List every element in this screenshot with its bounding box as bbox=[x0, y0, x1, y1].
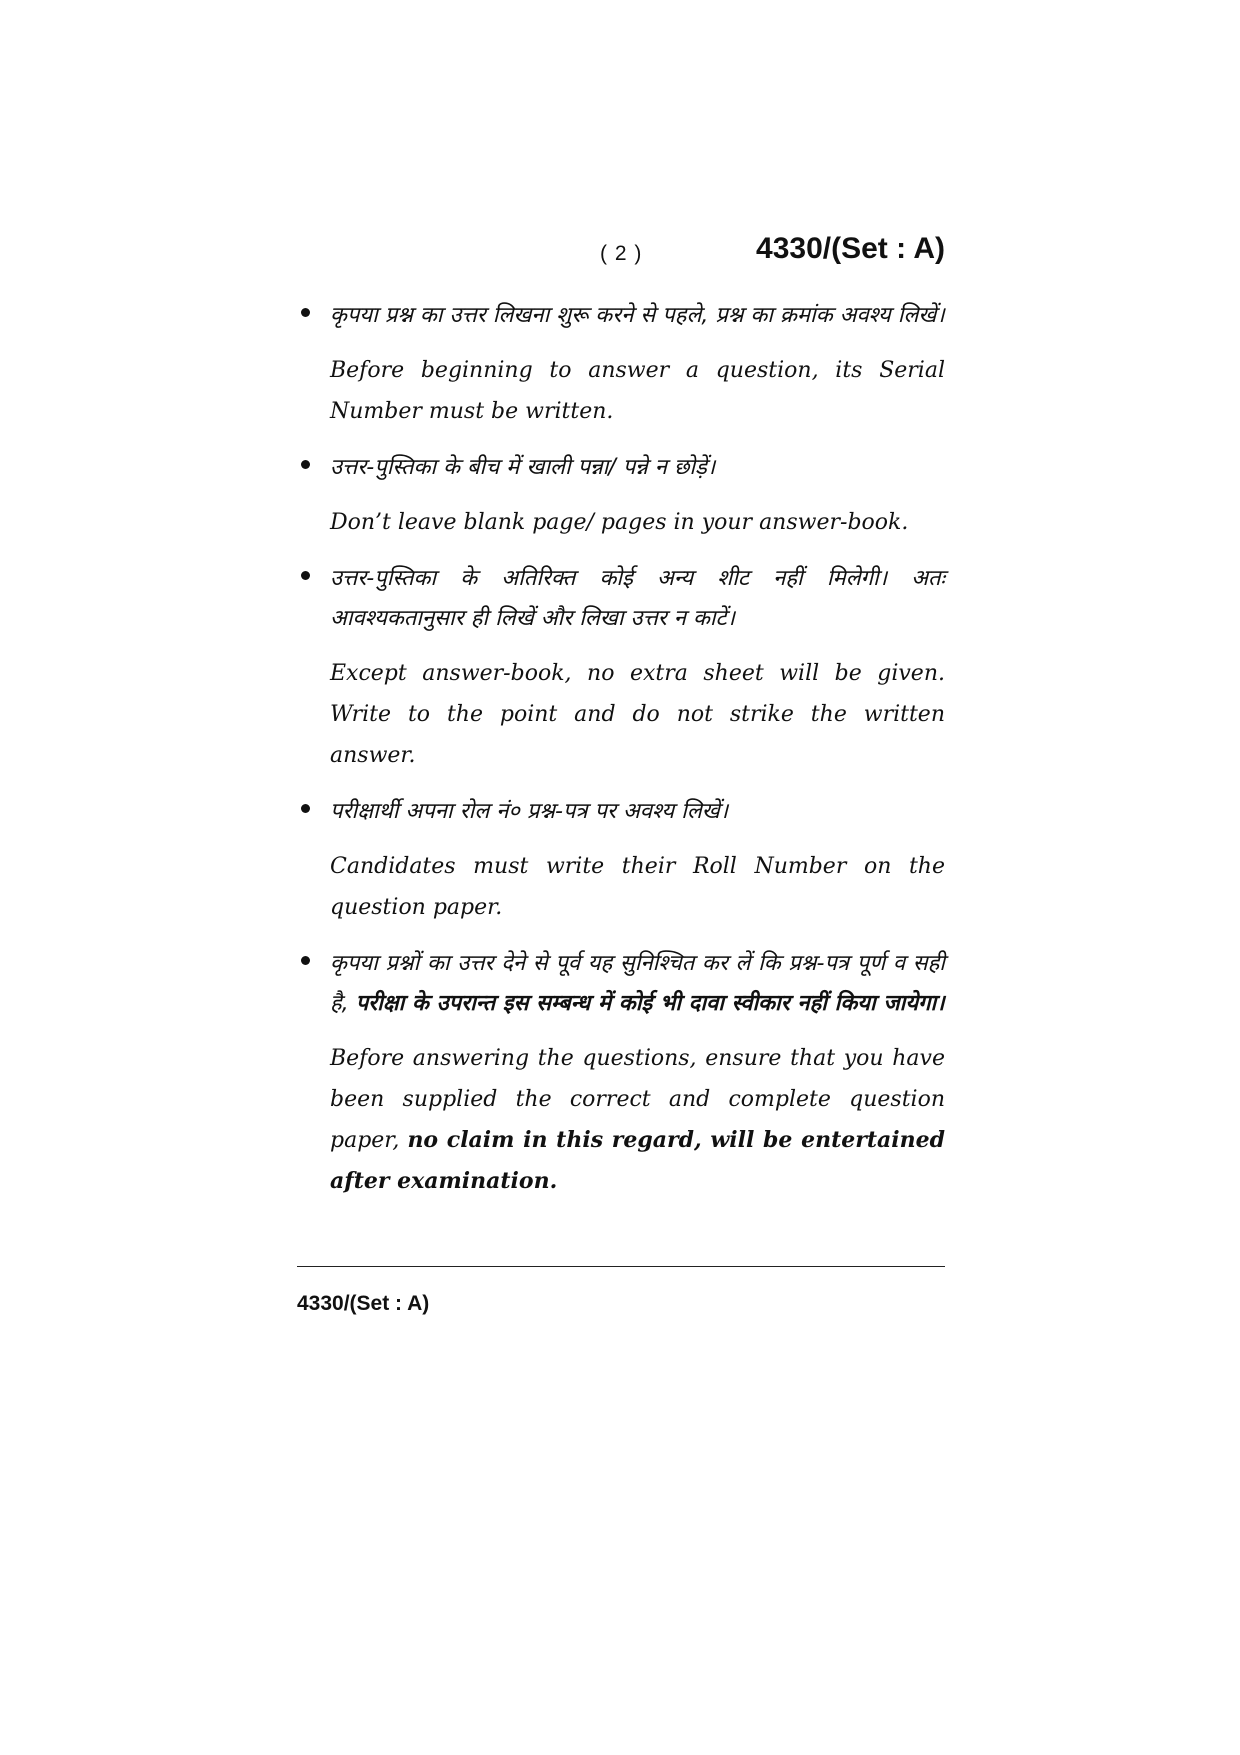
instruction-item bbox=[295, 792, 945, 928]
instruction-item bbox=[295, 559, 945, 776]
instruction-item bbox=[295, 296, 945, 432]
instruction-hindi-regular: कृपया प्रश्नों का उत्तर देने से पूर्व यह सुनिश्चित कर लें कि प्रश्न-पत्र पूर्ण व सही है, bbox=[330, 951, 945, 1016]
bullet-icon bbox=[301, 804, 310, 813]
footer-divider bbox=[297, 1266, 945, 1267]
instruction-english: Except answer-book, no extra sheet will be given. Write to the point and do not strike the written answer. bbox=[330, 661, 945, 768]
instruction-english bbox=[330, 1038, 945, 1202]
instruction-english: Candidates must write their Roll Number on the question paper. bbox=[330, 854, 945, 920]
instruction-hindi: उत्तर-पुस्तिका के अतिरिक्त कोई अन्य शीट नहीं मिलेगी। अतः आवश्यकतानुसार ही लिखें और लिखा उत्तर न काटें। bbox=[330, 566, 945, 631]
instruction-english: Don’t leave blank page/ pages in your answer-book. bbox=[330, 510, 909, 535]
instruction-english: Before beginning to answer a question, its Serial Number must be written. bbox=[330, 358, 945, 424]
page-number: ( 2 ) bbox=[600, 242, 643, 265]
instruction-item bbox=[295, 944, 945, 1202]
page-header bbox=[295, 232, 945, 272]
bullet-icon bbox=[301, 571, 310, 580]
bullet-icon bbox=[301, 460, 310, 469]
instruction-hindi: परीक्षार्थी अपना रोल नं० प्रश्न-पत्र पर अवश्य लिखें। bbox=[330, 799, 729, 824]
bullet-icon bbox=[301, 308, 310, 317]
bullet-icon bbox=[301, 956, 310, 965]
instruction-english-bold: no claim in this regard, will be entertained after examination. bbox=[330, 1127, 945, 1194]
paper-code-footer: 4330/(Set : A) bbox=[297, 1292, 430, 1315]
instruction-hindi: उत्तर-पुस्तिका के बीच में खाली पन्ना/ पन्ने न छोड़ें। bbox=[330, 455, 716, 480]
instruction-item bbox=[295, 448, 945, 543]
instruction-hindi-bold: परीक्षा के उपरान्त इस सम्बन्ध में कोई भी दावा स्वीकार नहीं किया जायेगा। bbox=[355, 991, 945, 1016]
instruction-hindi bbox=[330, 944, 945, 1024]
paper-code-header: 4330/(Set : A) bbox=[756, 232, 945, 265]
instructions-list bbox=[295, 296, 945, 1218]
instruction-english-regular: Before answering the questions, ensure that you have been supplied the correct and complete question paper, bbox=[330, 1046, 945, 1153]
instruction-hindi: कृपया प्रश्न का उत्तर लिखना शुरू करने से पहले, प्रश्न का क्रमांक अवश्य लिखें। bbox=[330, 303, 945, 328]
